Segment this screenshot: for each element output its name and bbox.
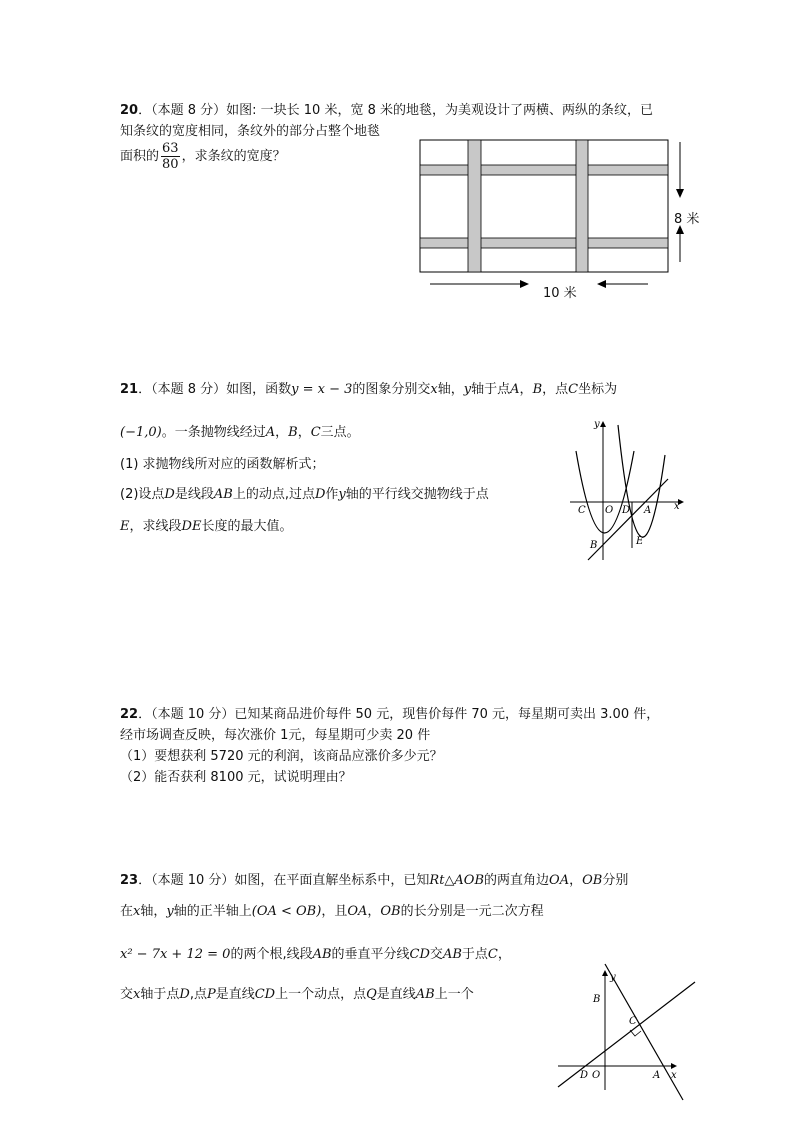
q20-line3: 面积的 $\frac{63}{80}$ ，求条纹的宽度？ — [120, 141, 286, 172]
q20-carpet-figure — [410, 132, 710, 302]
fig-label-c: C — [578, 505, 586, 516]
q20-height-label: 8 米 — [674, 212, 700, 227]
y-axis-arrow-icon — [602, 970, 608, 976]
q21-line1: 21．（本题 8 分）如图，函数y = x − 3的图象分别交x轴，y轴于点A，B，点C坐标为 — [120, 382, 618, 397]
q23-line1: 23．（本题 10 分）如图，在平面直解坐标系中，已知Rt△AOB的两直角边OA，OB分别 — [120, 873, 629, 888]
x-axis-arrow-icon — [671, 1063, 677, 1069]
fig-label-o: O — [605, 505, 614, 516]
carpet-outline — [420, 140, 668, 272]
q22-line1: 22．（本题 10 分）已知某商品进价每件 50 元，现售价每件 70 元，每星期可卖出 3.00 件， — [120, 707, 660, 722]
parabola-2 — [618, 425, 665, 537]
fig-label-a: A — [653, 1070, 661, 1081]
parabola — [576, 451, 634, 533]
fig-label-o: O — [592, 1070, 601, 1081]
q21-sub2-line1: (2)设点D是线段AB上的动点,过点D作y轴的平行线交抛物线于点 — [120, 487, 489, 502]
fig-label-y: y — [610, 972, 616, 983]
stripe-horizontal-top — [420, 165, 668, 175]
q20-width-label: 10 米 — [543, 286, 577, 301]
fig-label-a: A — [644, 505, 652, 516]
q21-sub1: (1) 求抛物线所对应的函数解析式； — [120, 457, 325, 472]
line-ab — [588, 479, 668, 560]
stripe-vertical-left — [468, 140, 481, 272]
fig-label-x: x — [671, 1070, 677, 1081]
q22-sub1: （1）要想获利 5720 元的利润，该商品应涨价多少元？ — [120, 749, 443, 764]
q22-sub2: （2）能否获利 8100 元，试说明理由？ — [120, 770, 352, 785]
arrow-right-icon — [520, 280, 529, 288]
fig-label-d: D — [622, 505, 631, 516]
fig-label-c: C — [629, 1016, 637, 1027]
q20-number: 20 — [120, 103, 139, 118]
fig-label-b: B — [590, 540, 598, 551]
q20-line2: 知条纹的宽度相同，条纹外的部分占整个地毯 — [120, 124, 381, 139]
q22-number: 22 — [120, 707, 139, 722]
q21-parabola-figure — [560, 415, 690, 565]
fig-label-y: y — [594, 419, 600, 430]
y-axis-arrow-icon — [600, 421, 606, 427]
q21-sub2-line2: E，求线段DE长度的最大值。 — [120, 519, 293, 534]
stripe-vertical-right — [576, 140, 588, 272]
fig-label-d: D — [580, 1070, 589, 1081]
fig-label-x: x — [674, 501, 680, 512]
arrow-left-icon — [597, 280, 606, 288]
q20-fraction: $\frac{63}{80}$ — [162, 141, 179, 172]
fig-label-b: B — [593, 994, 601, 1005]
q21-number: 21 — [120, 382, 139, 397]
stripe-horizontal-bottom — [420, 238, 668, 248]
arrow-down-icon — [676, 189, 684, 198]
q23-line2: 在x轴，y轴的正半轴上(OA < OB)，且OA，OB的长分别是一元二次方程 — [120, 904, 544, 919]
q23-line4: 交x轴于点D,点P是直线CD上一个动点，点Q是直线AB上一个 — [120, 987, 474, 1002]
q20-line1: 20．（本题 8 分）如图: 一块长 10 米，宽 8 米的地毯，为美观设计了两横、两纵的条纹，已 — [120, 103, 653, 118]
q22-line2: 经市场调查反映，每次涨价 1元，每星期可少卖 20 件 — [120, 728, 431, 743]
q23-coordinate-figure — [553, 960, 703, 1105]
q21-line2: (−1,0)。一条抛物线经过A，B，C三点。 — [120, 425, 360, 440]
q23-number: 23 — [120, 873, 139, 888]
fig-label-e: E — [636, 536, 644, 547]
q23-line3: x² − 7x + 12 = 0的两个根,线段AB的垂直平分线CD交AB于点C， — [120, 947, 511, 962]
